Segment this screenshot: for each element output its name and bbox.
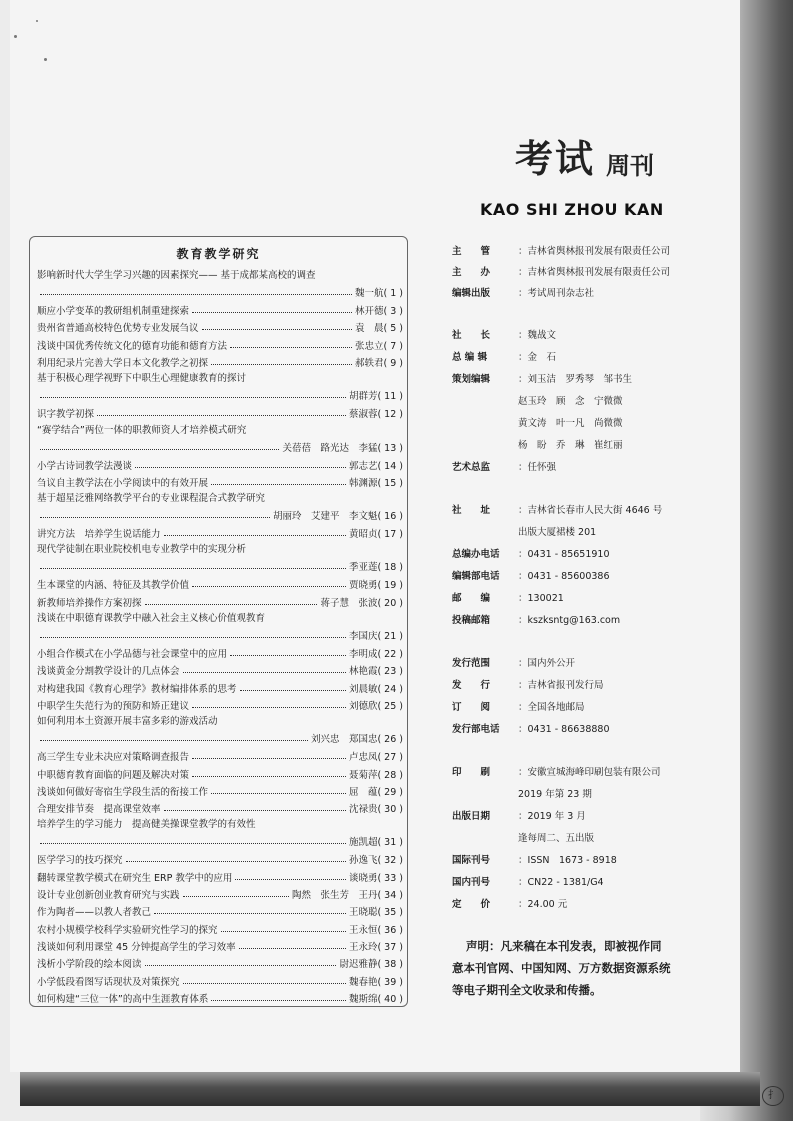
- toc-entry-title: 高三学生专业未决应对策略调查报告: [37, 752, 190, 764]
- toc-entry: [37, 902, 403, 918]
- info-edit-phone: 编辑部电话 ：0431 - 85600386: [452, 571, 610, 582]
- toc-entry-title: 基于超星泛雅网络教学平台的专业课程混合式教学研究: [37, 493, 266, 505]
- toc-entry-title: “赛学结合”两位一体的职教师资人才培养模式研究: [37, 424, 247, 436]
- toc-entry: [37, 404, 403, 420]
- toc-entry-author: 谈晓勇( 33 ): [348, 872, 403, 884]
- toc-entry-author: 郝轶君( 9 ): [355, 357, 403, 369]
- toc-entry-author: 王永恒( 36 ): [348, 924, 403, 936]
- toc-entry-title: 作为陶者——以教人者教己: [37, 907, 152, 919]
- toc-entry-author: 魏春艳( 39 ): [348, 976, 403, 988]
- toc-entry: [37, 541, 403, 573]
- info-printing: 印 刷 ：安徽宣城海峰印刷包装有限公司: [452, 767, 661, 778]
- toc-entry: [37, 370, 403, 402]
- toc-entry-author: 贾晓勇( 19 ): [348, 580, 403, 592]
- toc-entry-title: 如何利用本土资源开展丰富多彩的游戏活动: [37, 716, 218, 728]
- toc-entry-author: 王永玲( 37 ): [348, 941, 403, 953]
- info-supervisor: 主 管 ：吉林省舆林报刊发展有限责任公司: [452, 246, 671, 257]
- toc-entry: [37, 644, 403, 660]
- planning-editors-line: 赵玉玲 顾 念 宁微微: [518, 396, 623, 407]
- toc-entry-title: 对构建我国《教育心理学》教材编排体系的思考: [37, 683, 237, 695]
- toc-entry: [37, 473, 403, 489]
- toc-entry: [37, 610, 403, 642]
- toc-entry-author: 刘德欣( 25 ): [348, 700, 403, 712]
- toc-entry: [37, 267, 403, 299]
- declaration-line: 等电子期刊全文收录和传播。: [452, 983, 602, 997]
- toc-entry-title: 翻转课堂教学模式在研究生 ERP 教学中的应用: [37, 872, 233, 884]
- toc-entry-title: 合理安排节奏 提高课堂效率: [37, 804, 161, 816]
- declaration: [452, 935, 712, 1001]
- toc-entry-title: 医学学习的技巧探究: [37, 855, 123, 867]
- toc-entry: [37, 524, 403, 540]
- toc-entry-title: 基于积极心理学视野下中职生心理健康教育的探讨: [37, 373, 247, 385]
- toc-entry-title: 生本课堂的内涵、特征及其教学价值: [37, 580, 190, 592]
- toc-entry-author: 尉迟雅静( 38 ): [339, 959, 403, 971]
- info-president: 社 长 ：魏战文: [452, 330, 557, 341]
- toc-entry: [37, 318, 403, 334]
- toc-entry-author: 王晓聪( 35 ): [348, 907, 403, 919]
- toc-entry: [37, 816, 403, 848]
- toc-entry-author: 蒋子慧 张波( 20 ): [320, 597, 403, 609]
- toc-entry-author: 沈禄贵( 30 ): [348, 804, 403, 816]
- toc-entry-title: 小学低段看图写话现状及对策探究: [37, 976, 180, 988]
- info-email: 投稿邮箱 ：kszksntg@163.com: [452, 615, 621, 626]
- toc-entry-author: 魏斯绵( 40 ): [348, 993, 403, 1005]
- toc-entry-title: 浅谈如何利用课堂 45 分钟提高学生的学习效率: [37, 941, 236, 953]
- toc-entry: [37, 661, 403, 677]
- toc-entry-title: 浅谈中国优秀传统文化的德育功能和德育方法: [37, 340, 228, 352]
- toc-entry-title: 设计专业创新创业教育研究与实践: [37, 890, 180, 901]
- address-line-2: 出版大厦裙楼 201: [518, 527, 597, 538]
- toc-entry-author: 蔡淑蓉( 12 ): [348, 409, 403, 421]
- toc-entry-author: 屈 蕴( 29 ): [348, 786, 403, 798]
- toc-entry-title: 利用纪录片完善大学日本文化教学之初探: [37, 357, 209, 369]
- toc-heading: 教育教学研究: [176, 247, 261, 261]
- info-chief-editor: 总 编 辑 ：金 石: [452, 352, 557, 363]
- speck: [14, 35, 17, 38]
- toc-entry-title: 顺应小学变革的教研组机制重建探索: [37, 306, 190, 317]
- toc-entry-author: 刘兴忠 郑国忠( 26 ): [310, 734, 403, 746]
- toc-entry-author: 季亚莲( 18 ): [348, 562, 403, 574]
- toc-entry-author: 施凯超( 31 ): [348, 837, 403, 849]
- toc-entry-author: 张忠立( 7 ): [355, 340, 403, 352]
- toc-entry: [37, 353, 403, 369]
- info-office-phone: 总编办电话 ：0431 - 85651910: [452, 549, 610, 560]
- toc-entry-title: 刍议自主教学法在小学阅读中的有效开展: [37, 477, 209, 489]
- toc-entry-title: 农村小规模学校科学实验研究性学习的探究: [37, 924, 218, 936]
- toc-entry: [37, 490, 403, 522]
- toc-entry: [37, 679, 403, 695]
- toc-entry-title: 浅谈黄金分割教学设计的几点体会: [37, 666, 180, 678]
- info-issn: 国际刊号 ：ISSN 1673 - 8918: [452, 855, 617, 866]
- masthead-subtitle: 周刊: [606, 152, 654, 180]
- toc-entry: [37, 937, 403, 953]
- toc-entry: [37, 765, 403, 781]
- info-price: 定 价 ：24.00 元: [452, 899, 568, 910]
- toc-entry-author: 关蓓蓓 路光达 李猛( 13 ): [282, 442, 403, 454]
- toc-entry-title: 影响新时代大学生学习兴趣的因素探究—— 基于成都某高校的调查: [37, 270, 316, 281]
- toc-entry-author: 郭志艺( 14 ): [348, 460, 403, 472]
- info-distribution: 发行范围 ：国内外公开: [452, 658, 576, 669]
- info-pub-date: 出版日期 ：2019 年 3 月: [452, 811, 586, 822]
- masthead-pinyin: KAO SHI ZHOU KAN: [480, 200, 664, 219]
- info-publisher: 编辑出版 ：考试周刊杂志社: [452, 288, 595, 299]
- toc-entry-author: 孙逸飞( 32 ): [348, 855, 403, 867]
- toc-entry-author: 袁 晨( 5 ): [355, 323, 403, 335]
- toc-entry: [37, 972, 403, 988]
- toc-entry-title: 贵州省普通高校特色优势专业发展刍议: [37, 323, 199, 335]
- planning-editors-line: 黄文涛 叶一凡 尚微微: [518, 418, 623, 429]
- toc-entry-title: 小学古诗词教学法漫谈: [37, 460, 133, 472]
- toc-entry: [37, 336, 403, 352]
- toc-entry-author: 刘晨敏( 24 ): [348, 683, 403, 695]
- toc-entry: [37, 954, 403, 970]
- toc-entry: [37, 850, 403, 866]
- info-distributor: 发 行 ：吉林省报刊发行局: [452, 680, 604, 691]
- info-cn: 国内刊号 ：CN22 - 1381/G4: [452, 877, 604, 888]
- info-postcode: 邮 编 ：130021: [452, 593, 564, 604]
- toc-entry-author: 韩渊源( 15 ): [348, 477, 403, 489]
- toc-entry-title: 现代学徒制在职业院校机电专业教学中的实现分析: [37, 544, 247, 556]
- toc-entry: [37, 920, 403, 936]
- toc-entry-author: 卢忠凤( 27 ): [348, 752, 403, 764]
- info-subscription: 订 阅 ：全国各地邮局: [452, 702, 585, 713]
- masthead-title: 考试: [515, 137, 596, 181]
- info-planning-editors: 策划编辑 ：刘玉洁 罗秀琴 邹书生: [452, 374, 633, 385]
- info-sponsor: 主 办 ：吉林省舆林报刊发展有限责任公司: [452, 267, 671, 278]
- toc-entry-title: 小组合作模式在小学品德与社会课堂中的应用: [37, 649, 228, 660]
- toc-entry-title: 讲究方法 培养学生说话能力: [37, 529, 161, 541]
- toc-entry: [37, 799, 403, 815]
- toc-entry-author: 胡群芳( 11 ): [348, 391, 403, 403]
- toc-entry-author: 林开德( 3 ): [355, 306, 403, 317]
- frequency: 逢每周二、五出版: [518, 833, 595, 844]
- declaration-line: 声明：凡来稿在本刊发表，即被视作同: [466, 939, 662, 953]
- toc-entry: [37, 301, 403, 317]
- info-art-director: 艺术总监 ：任怀强: [452, 462, 557, 473]
- page-stamp: 扌: [762, 1086, 784, 1106]
- toc-entry-title: 识字教学初探: [37, 409, 95, 421]
- toc-entry: [37, 422, 403, 454]
- toc-entry-author: 聂菊萍( 28 ): [348, 769, 403, 781]
- toc-entry-title: 浅谈如何做好寄宿生学段生活的衔接工作: [37, 786, 209, 798]
- toc-entry-title: 浅谈在中职德育课教学中融入社会主义核心价值观教育: [37, 613, 266, 624]
- toc-entry-author: 李国庆( 21 ): [348, 631, 403, 642]
- bottom-edge-shadow: [20, 1072, 760, 1106]
- toc-entry: [37, 782, 403, 798]
- toc-entry-title: 新教师培养操作方案初探: [37, 597, 142, 609]
- table-of-contents: [29, 236, 408, 1007]
- issue-number: 2019 年第 23 期: [518, 789, 592, 800]
- toc-entry-author: 李明成( 22 ): [348, 649, 403, 660]
- toc-entry-title: 中职学生失范行为的预防和矫正建议: [37, 700, 190, 712]
- toc-entry-title: 中职德育教育面临的问题及解决对策: [37, 769, 190, 781]
- toc-entry-title: 如何构建“三位一体”的高中生涯教育体系: [37, 993, 209, 1005]
- toc-entry: [37, 456, 403, 472]
- toc-entry: [37, 696, 403, 712]
- toc-entry-title: 培养学生的学习能力 提高健美操课堂教学的有效性: [37, 819, 256, 831]
- toc-entry-author: 黄昭贞( 17 ): [348, 529, 403, 541]
- toc-entry: [37, 713, 403, 745]
- toc-entry-author: 林艳霞( 23 ): [348, 666, 403, 678]
- planning-editors-line: 杨 盼 乔 琳 崔红丽: [518, 440, 623, 451]
- info-address: 社 址 ：吉林省长春市人民大街 4646 号: [452, 505, 663, 516]
- toc-entry: [37, 989, 403, 1005]
- toc-entry-author: 魏一航( 1 ): [355, 288, 403, 299]
- info-dist-phone: 发行部电话 ：0431 - 86638880: [452, 724, 610, 735]
- toc-entry-author: 胡丽玲 艾建平 李文魁( 16 ): [272, 511, 403, 523]
- toc-entry-author: 陶然 张生芳 王丹( 34 ): [291, 890, 403, 901]
- toc-entry-title: 浅析小学阶段的绘本阅读: [37, 959, 142, 971]
- speck: [44, 58, 47, 61]
- declaration-line: 意本刊官网、中国知网、万方数据资源系统: [452, 961, 671, 975]
- toc-entry: [37, 885, 403, 901]
- toc-entry: [37, 593, 403, 609]
- toc-entry: [37, 868, 403, 884]
- toc-entry: [37, 575, 403, 591]
- speck: [36, 20, 38, 22]
- toc-entry: [37, 747, 403, 763]
